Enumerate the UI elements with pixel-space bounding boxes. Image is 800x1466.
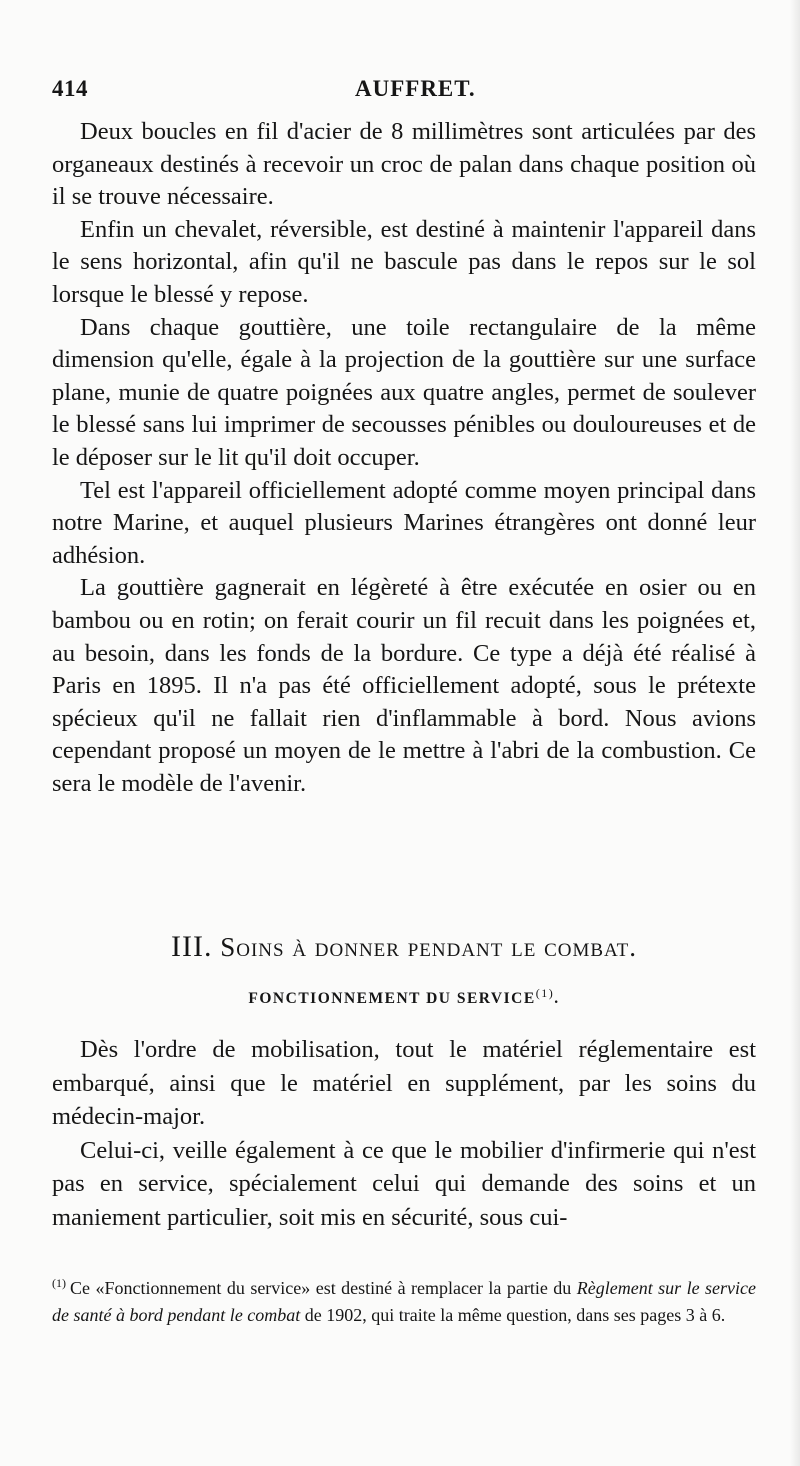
section-title: Soins à donner pendant le combat.	[220, 932, 638, 962]
paragraph: Tel est l'appareil officiellement adopté comme moyen principal dans notre Marine, et auquel plusieurs Marines étrangères ont donné leur adhésion.	[52, 476, 756, 569]
footnote-text-end: de 1902, qui traite la même question, dans ses pages 3 à 6.	[300, 1305, 726, 1325]
section-subtitle: FONCTIONNEMENT DU SERVICE	[248, 990, 536, 1008]
running-title: AUFFRET.	[355, 76, 476, 101]
paragraph: Dans chaque gouttière, une toile rectangulaire de la même dimension qu'elle, égale à la projection de la gouttière sur une surface plane, munie de quatre poignées aux quatre angles, permet de soulever le blessé sans lui imprimer de secousses pénibles ou douloureuses et de le déposer sur le lit qu'il doit occuper.	[52, 313, 756, 471]
footnote-reference: (1)	[535, 986, 555, 1000]
body-text-upper	[52, 116, 756, 800]
running-header	[52, 76, 752, 108]
section-subheading: FONCTIONNEMENT DU SERVICE$^{(1)}$.	[248, 986, 560, 1008]
paragraph: Deux boucles en fil d'acier de 8 millimètres sont articulées par des organeaux destinés à recevoir un croc de palan dans chaque position où il se trouve nécessaire.	[52, 118, 756, 211]
paragraph: La gouttière gagnerait en légèreté à être exécutée en osier ou en bambou ou en rotin; on ferait courir un fil recuit dans les poignées et, au besoin, dans les fonds de la bordure. Ce type a déjà été réalisé à Paris en 1895. Il n'a pas été officiellement adopté, sous le prétexte spécieux qu'il ne fallait rien d'inflammable à bord. Nous avions cependant proposé un moyen de le mettre à l'abri de la combustion. Ce sera le modèle de l'avenir.	[52, 574, 756, 797]
section-number: III.	[170, 930, 213, 963]
paragraph: Celui-ci, veille également à ce que le mobilier d'infirmerie qui n'est pas en service, spécialement celui qui demande des soins et un maniement particulier, soit mis en sécurité, sous cui-	[52, 1136, 756, 1231]
paragraph: Dès l'ordre de mobilisation, tout le matériel réglementaire est embarqué, ainsi que le matériel en supplément, par les soins du médecin-major.	[52, 1036, 756, 1130]
page-edge-shadow	[790, 0, 800, 1466]
footnote-text: Ce «Fonctionnement du service» est destiné à remplacer la partie du	[70, 1278, 577, 1298]
footnote	[52, 1270, 756, 1329]
body-text-lower	[52, 1033, 756, 1234]
footnote-italic-title: Règlement sur le service de santé à bord pendant le combat	[52, 1278, 757, 1325]
page-number: 414	[52, 76, 88, 101]
footnote-mark: (1)	[52, 1276, 66, 1290]
section-heading	[52, 929, 756, 965]
paragraph: Enfin un chevalet, réversible, est destiné à maintenir l'appareil dans le sens horizontal, afin qu'il ne bascule pas dans le repos sur le sol lorsque le blessé y repose.	[52, 215, 756, 308]
